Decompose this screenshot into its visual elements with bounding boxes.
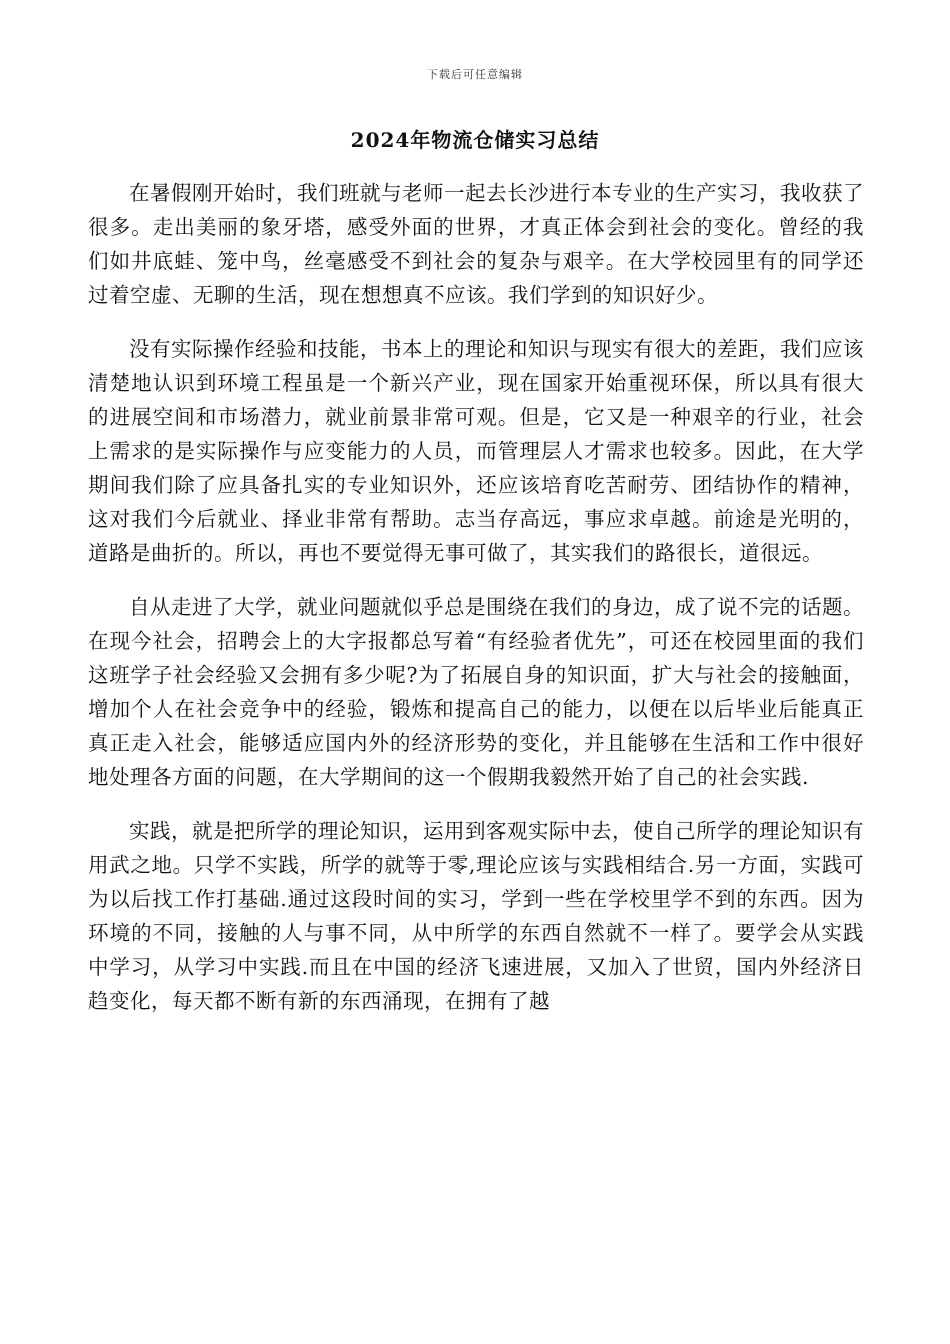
- paragraph-3: 自从走进了大学，就业问题就似乎总是围绕在我们的身边，成了说不完的话题。在现今社会，招聘会上的大字报都总写着“有经验者优先”，可还在校园里面的我们这班学子社会经验又会拥有多少呢?为了拓展自身的知识面，扩大与社会的接触面，增加个人在社会竞争中的经验，锻炼和提高自己的能力，以便在以后毕业后能真正真正走入社会，能够适应国内外的经济形势的变化，并且能够在生活和工作中很好地处理各方面的问题，在大学期间的这一个假期我毅然开始了自己的社会实践.: [88, 595, 864, 789]
- paragraph-4: 实践，就是把所学的理论知识，运用到客观实际中去，使自己所学的理论知识有用武之地。只学不实践，所学的就等于零,理论应该与实践相结合.另一方面，实践可为以后找工作打基础.通过这段时间的实习，学到一些在学校里学不到的东西。因为环境的不同，接触的人与事不同，从中所学的东西自然就不一样了。要学会从实践中学习，从学习中实践.而且在中国的经济飞速进展，又加入了世贸，国内外经济日趋变化，每天都不断有新的东西涌现，在拥有了越: [88, 819, 864, 1013]
- paragraph-1: 在暑假刚开始时，我们班就与老师一起去长沙进行本专业的生产实习，我收获了很多。走出美丽的象牙塔，感受外面的世界，才真正体会到社会的变化。曾经的我们如井底蛙、笼中鸟，丝毫感受不到社会的复杂与艰辛。在大学校园里有的同学还过着空虚、无聊的生活，现在想想真不应该。我们学到的知识好少。: [88, 181, 864, 307]
- document-body: [88, 176, 864, 1038]
- paragraph-2: 没有实际操作经验和技能，书本上的理论和知识与现实有很大的差距，我们应该清楚地认识到环境工程虽是一个新兴产业，现在国家开始重视环保，所以具有很大的进展空间和市场潜力，就业前景非常可观。但是，它又是一种艰辛的行业，社会上需求的是实际操作与应变能力的人员，而管理层人才需求也较多。因此，在大学期间我们除了应具备扎实的专业知识外，还应该培育吃苦耐劳、团结协作的精神，这对我们今后就业、择业非常有帮助。志当存高远，事应求卓越。前途是光明的，道路是曲折的。所以，再也不要觉得无事可做了，其实我们的路很长，道很远。: [88, 337, 864, 565]
- header-note: 下载后可任意编辑: [427, 68, 523, 81]
- document-title: 2024年物流仓储实习总结: [350, 128, 600, 152]
